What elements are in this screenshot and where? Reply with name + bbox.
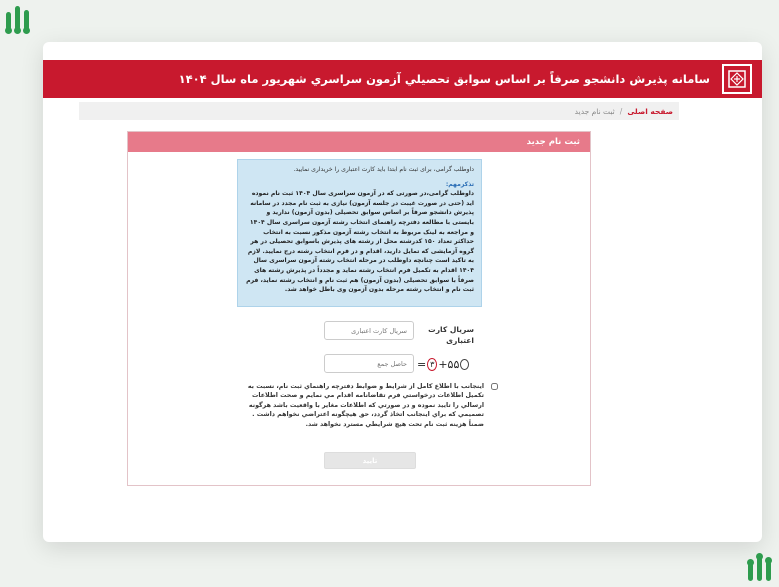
page-window [43,42,762,542]
breadcrumb-home-link[interactable]: صفحه اصلی [627,106,673,116]
captcha-row [324,354,474,376]
serial-input[interactable] [324,321,414,340]
info-intro: داوطلب گرامی، برای ثبت نام ابتدا باید کارت اعتباری را خریداری نمایید. [293,166,474,173]
registration-panel [127,131,591,486]
brand-logo-top-left [6,6,29,30]
panel-title: ثبت نام جدید [128,132,590,152]
info-reminder-title: تذکرمهم: [445,180,474,188]
site-header [43,60,762,98]
brand-logo-bottom-right [748,557,771,581]
breadcrumb-separator: / [619,106,623,116]
captcha-sum-input[interactable] [324,354,414,373]
breadcrumb-current: ثبت نام جدید [574,106,615,116]
agreement-checkbox[interactable] [491,383,498,390]
serial-row [324,321,474,349]
info-alert [237,159,482,307]
site-title: سامانه پذیرش دانشجو صرفاً بر اساس سوابق تحصیلي آزمون سراسري شهریور ماه سال ۱۴۰۴ [178,72,710,86]
captcha-circled-digit: ۳ [427,358,437,371]
breadcrumb [79,102,679,120]
serial-label: سریال کارت اعتباری [428,325,474,345]
agreement-text: اینجانب با اطلاع کامل از شرایط و ضوابط دفترچه راهنماي ثبت نام، نسبت به تکمیل اطلاعات درخواستي فرم تقاضانامه اقدام مي نمایم و صحت اطلاعات ارسالي را تایید نموده و در صورتي که اطلاعات مغایر با واقعیت باشد هرگونه تصمیمي که براي اینجانب اتخاذ گردد، حق هیچگونه اعتراضي نخواهم داشت . ضمناً هزینه ثبت نام تحت هیچ شرایطي مسترد نخواهد شد. [247,383,484,428]
agreement-row [244,382,484,429]
submit-button[interactable]: تایید [324,452,416,469]
captcha-equals: = [417,357,427,371]
captcha-plus: + [438,357,448,371]
captcha-number: ۵۵ [447,357,460,371]
captcha-ring-icon [460,359,469,370]
organization-logo-icon[interactable] [722,64,752,94]
info-body: داوطلب گرامی،در صورتی که در آزمون سراسری سال ۱۴۰۴ ثبت نام نموده اید (حتی در صورت غیبت در جلسه آزمون) نیازی به ثبت نام مجدد در سامانه پذیرش دانشجو صرفاً بر اساس سوابق تحصیلی (بدون آزمون) ندارید و بایستی با مطالعه دفترچه راهنمای انتخاب رشته آزمون سراسری سال ۱۴۰۴ و مراجعه به لینک مربوط به انتخاب رشته آزمون مذکور نسبت به انتخاب حداکثر تعداد ۱۵۰ کدرشته محل از رشته های پذیرش باسوابق تحصیلی در هر گروه آزمایشی که تمایل دارید، اقدام و در فرم انتخاب رشته درج نمایید. لازم به تاکید است چنانچه داوطلب در مرحله انتخاب رشته آزمون سراسری سال ۱۴۰۴ اقدام به تکمیل فرم انتخاب رشته نماید و مجدداً در پذیرش رشته های صرفاً با سوابق تحصیلی (بدون آزمون) هم ثبت نام و انتخاب رشته نماید، فرم ثبت نام و انتخاب رشته مرحله بدون آزمون وی باطل خواهد شد. [246,190,474,294]
captcha-image [417,355,469,373]
